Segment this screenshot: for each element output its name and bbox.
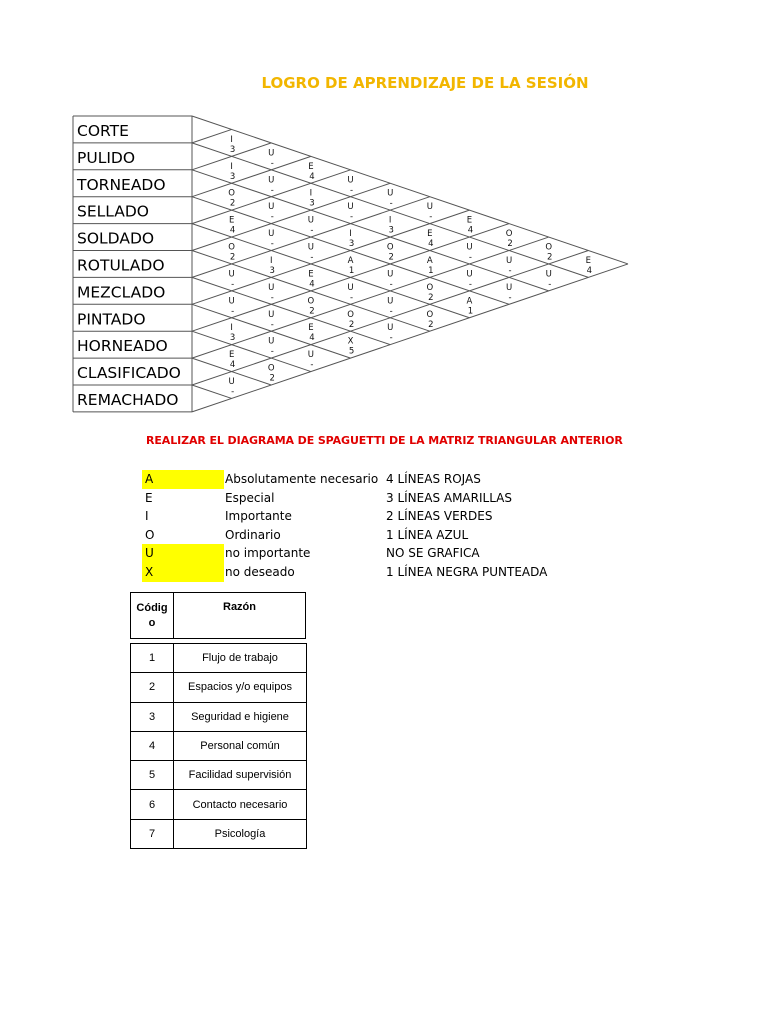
matrix-cell bbox=[229, 377, 235, 397]
cell-reason-code: 3 bbox=[229, 171, 236, 182]
cell-relation-code: E bbox=[308, 161, 314, 172]
cell-reason-code: 3 bbox=[309, 198, 315, 209]
code-cell: 4 bbox=[131, 731, 174, 760]
matrix-cell bbox=[387, 296, 393, 316]
cell-relation-code: O bbox=[267, 363, 275, 374]
activity-label: SELLADO bbox=[77, 202, 149, 221]
legend-code: X bbox=[142, 563, 224, 582]
matrix-cell bbox=[268, 283, 274, 303]
matrix-cell bbox=[426, 283, 433, 303]
cell-reason-code: 1 bbox=[348, 265, 355, 276]
matrix-cell bbox=[268, 148, 274, 168]
cell-relation-code: I bbox=[309, 188, 313, 199]
cell-relation-code: U bbox=[268, 148, 275, 159]
cell-reason-code: 4 bbox=[229, 225, 236, 236]
code-cell: 1 bbox=[131, 644, 174, 673]
cell-reason-code: - bbox=[270, 346, 274, 357]
matrix-cell bbox=[308, 323, 314, 343]
cell-relation-code: U bbox=[347, 175, 354, 186]
table-row bbox=[131, 644, 307, 673]
cell-relation-code: U bbox=[505, 282, 513, 293]
grid-line bbox=[192, 170, 552, 291]
cell-relation-code: U bbox=[228, 296, 235, 307]
cell-relation-code: A bbox=[466, 296, 473, 307]
cell-reason-code: 2 bbox=[229, 198, 236, 209]
cell-relation-code: O bbox=[307, 296, 315, 307]
table-row bbox=[131, 673, 307, 702]
code-table-header bbox=[130, 592, 306, 639]
legend-code: O bbox=[145, 527, 155, 542]
code-cell: 7 bbox=[131, 819, 174, 848]
cell-reason-code: 4 bbox=[428, 239, 434, 250]
cell-reason-code: 2 bbox=[388, 252, 394, 263]
matrix-cell bbox=[308, 350, 314, 370]
matrix-cell bbox=[348, 337, 355, 357]
table-row bbox=[131, 702, 307, 731]
matrix-cell bbox=[427, 229, 433, 249]
cell-reason-code: 4 bbox=[229, 360, 236, 371]
matrix-cell bbox=[268, 175, 274, 195]
matrix-cell bbox=[506, 283, 512, 303]
grid-line bbox=[192, 116, 628, 264]
cell-relation-code: O bbox=[426, 309, 434, 320]
cell-reason-code: - bbox=[508, 292, 512, 303]
cell-reason-code: - bbox=[231, 387, 235, 397]
cell-reason-code: 2 bbox=[348, 319, 355, 330]
matrix-cell bbox=[230, 323, 235, 343]
grid-line bbox=[192, 129, 232, 142]
matrix-cell bbox=[387, 189, 393, 209]
instruction-text: REALIZAR EL DIAGRAMA DE SPAGUETTI DE LA MATRIZ TRIANGULAR ANTERIOR bbox=[146, 434, 623, 447]
grid-line bbox=[192, 156, 314, 196]
cell-relation-code: O bbox=[545, 242, 553, 253]
matrix-cell bbox=[427, 202, 433, 222]
legend-code: E bbox=[145, 490, 153, 505]
code-cell: 5 bbox=[131, 761, 174, 790]
reason-cell: Psicología bbox=[174, 819, 307, 848]
matrix-cell bbox=[466, 243, 472, 263]
cell-relation-code: O bbox=[386, 242, 394, 253]
cell-relation-code: O bbox=[228, 242, 235, 253]
reason-cell: Contacto necesario bbox=[174, 790, 307, 819]
matrix-cell bbox=[347, 283, 353, 303]
cell-reason-code: - bbox=[231, 306, 235, 317]
cell-relation-code: U bbox=[307, 350, 315, 361]
cell-reason-code: - bbox=[270, 319, 274, 330]
cell-relation-code: U bbox=[268, 309, 275, 320]
table-row bbox=[131, 790, 307, 819]
legend-lines: 2 LÍNEAS VERDES bbox=[386, 509, 493, 524]
code-table bbox=[130, 643, 307, 849]
matrix-cell bbox=[545, 243, 552, 263]
matrix-cell bbox=[349, 229, 354, 249]
grid-line bbox=[192, 385, 235, 398]
activity-label: ROTULADO bbox=[77, 256, 165, 275]
legend-lines: 3 LÍNEAS AMARILLAS bbox=[386, 490, 512, 505]
cell-reason-code: 2 bbox=[428, 292, 434, 303]
cell-relation-code: O bbox=[228, 188, 235, 199]
legend-lines: 1 LÍNEA NEGRA PUNTEADA bbox=[386, 564, 548, 579]
matrix-cell bbox=[270, 256, 275, 276]
cell-reason-code: 1 bbox=[467, 306, 474, 317]
cell-relation-code: O bbox=[426, 282, 434, 293]
activity-label: SOLDADO bbox=[77, 229, 155, 248]
code-cell: 2 bbox=[131, 673, 174, 702]
matrix-cell bbox=[546, 269, 552, 289]
legend-description: no importante bbox=[225, 546, 311, 561]
cell-relation-code: U bbox=[347, 202, 354, 213]
cell-relation-code: O bbox=[347, 309, 354, 320]
reason-column-header: Razón bbox=[223, 601, 256, 613]
cell-reason-code: 4 bbox=[467, 225, 474, 236]
table-row bbox=[131, 761, 307, 790]
matrix-cell bbox=[308, 269, 314, 289]
cell-relation-code: U bbox=[505, 255, 513, 266]
cell-relation-code: E bbox=[427, 229, 433, 240]
matrix-cell bbox=[308, 162, 314, 182]
cell-relation-code: U bbox=[307, 242, 315, 253]
cell-reason-code: 3 bbox=[348, 239, 355, 250]
cell-relation-code: E bbox=[308, 269, 314, 280]
matrix-cell bbox=[426, 310, 433, 330]
cell-reason-code: - bbox=[548, 279, 552, 290]
cell-relation-code: U bbox=[228, 269, 235, 280]
legend-lines: 1 LÍNEA AZUL bbox=[386, 527, 469, 542]
cell-reason-code: - bbox=[429, 212, 433, 223]
cell-reason-code: - bbox=[310, 252, 314, 263]
cell-reason-code: - bbox=[350, 212, 354, 223]
matrix-cell bbox=[228, 189, 235, 209]
grid-line bbox=[192, 277, 390, 344]
page-title: LOGRO DE APRENDIZAJE DE LA SESIÓN bbox=[261, 74, 589, 92]
matrix-cell bbox=[387, 269, 393, 289]
matrix-cell bbox=[427, 256, 434, 276]
relationship-matrix bbox=[0, 0, 768, 430]
matrix-cell bbox=[229, 269, 235, 289]
legend-lines: 4 LÍNEAS ROJAS bbox=[386, 472, 481, 486]
matrix-cell bbox=[268, 364, 275, 384]
matrix-cell bbox=[308, 243, 314, 263]
legend-description: no deseado bbox=[225, 564, 295, 579]
cell-relation-code: I bbox=[349, 229, 352, 240]
activity-label: PULIDO bbox=[77, 148, 136, 167]
legend-description: Absolutamente necesario bbox=[225, 472, 379, 486]
cell-reason-code: - bbox=[350, 185, 354, 196]
cell-relation-code: A bbox=[426, 255, 433, 266]
legend-code: A bbox=[142, 470, 224, 489]
cell-relation-code: U bbox=[387, 323, 394, 334]
cell-reason-code: - bbox=[468, 279, 472, 290]
activity-label: REMACHADO bbox=[77, 391, 179, 409]
cell-reason-code: - bbox=[270, 239, 274, 250]
cell-reason-code: 2 bbox=[229, 252, 236, 263]
cell-relation-code: U bbox=[347, 282, 354, 293]
activity-label: CORTE bbox=[77, 122, 129, 140]
matrix-cell bbox=[268, 229, 274, 249]
cell-relation-code: U bbox=[426, 202, 433, 213]
cell-relation-code: U bbox=[545, 269, 552, 280]
cell-relation-code: U bbox=[268, 175, 275, 186]
grid-line bbox=[192, 264, 628, 412]
cell-reason-code: - bbox=[270, 292, 274, 303]
grid-line bbox=[192, 183, 390, 250]
cell-reason-code: 2 bbox=[547, 252, 553, 263]
matrix-cell bbox=[347, 175, 353, 195]
cell-relation-code: U bbox=[268, 282, 275, 293]
legend-description: Especial bbox=[225, 490, 275, 505]
cell-relation-code: E bbox=[466, 215, 473, 226]
cell-reason-code: 2 bbox=[309, 306, 315, 317]
matrix-cell bbox=[230, 135, 235, 155]
table-row bbox=[131, 819, 307, 848]
cell-reason-code: - bbox=[270, 185, 274, 196]
cell-reason-code: 2 bbox=[428, 319, 434, 330]
cell-reason-code: - bbox=[508, 265, 512, 276]
cell-relation-code: U bbox=[387, 188, 394, 199]
cell-relation-code: I bbox=[230, 323, 233, 334]
activity-label: CLASIFICADO bbox=[77, 364, 181, 383]
cell-relation-code: X bbox=[347, 336, 354, 347]
cell-reason-code: 4 bbox=[586, 265, 593, 276]
cell-reason-code: - bbox=[310, 360, 314, 371]
cell-reason-code: - bbox=[389, 306, 393, 317]
cell-reason-code: - bbox=[389, 198, 393, 209]
cell-relation-code: U bbox=[387, 296, 394, 307]
matrix-cell bbox=[348, 256, 355, 276]
reason-cell: Personal común bbox=[174, 731, 307, 760]
cell-reason-code: 2 bbox=[269, 373, 275, 384]
cell-relation-code: U bbox=[268, 202, 275, 213]
code-cell: 6 bbox=[131, 790, 174, 819]
cell-relation-code: I bbox=[270, 255, 273, 266]
matrix-cell bbox=[268, 337, 274, 357]
cell-relation-code: I bbox=[230, 134, 233, 145]
activity-label: PINTADO bbox=[77, 310, 146, 329]
matrix-cell bbox=[347, 310, 354, 330]
matrix-cell bbox=[467, 296, 474, 316]
cell-reason-code: 3 bbox=[229, 144, 236, 155]
reason-cell: Seguridad e higiene bbox=[174, 702, 307, 731]
cell-relation-code: A bbox=[347, 255, 354, 266]
cell-relation-code: E bbox=[228, 350, 235, 361]
activity-label: TORNEADO bbox=[77, 175, 166, 194]
matrix-cell bbox=[229, 296, 235, 316]
matrix-cell bbox=[229, 216, 235, 236]
matrix-cell bbox=[229, 350, 235, 370]
cell-reason-code: 2 bbox=[507, 239, 513, 250]
cell-reason-code: - bbox=[389, 333, 393, 344]
reason-cell: Flujo de trabajo bbox=[174, 644, 307, 673]
cell-reason-code: 4 bbox=[309, 333, 315, 344]
matrix-cell bbox=[387, 243, 394, 263]
matrix-cell bbox=[467, 216, 473, 236]
matrix-cell bbox=[466, 269, 472, 289]
cell-relation-code: U bbox=[466, 242, 473, 253]
matrix-cell bbox=[268, 310, 274, 330]
matrix-cell bbox=[308, 296, 315, 316]
cell-relation-code: E bbox=[228, 215, 235, 226]
cell-reason-code: - bbox=[270, 158, 274, 169]
cell-reason-code: 3 bbox=[388, 225, 394, 236]
cell-relation-code: E bbox=[308, 323, 314, 334]
matrix-cell bbox=[309, 189, 314, 209]
matrix-cell bbox=[388, 216, 393, 236]
matrix-cell bbox=[228, 243, 235, 263]
grid-line bbox=[192, 331, 314, 371]
cell-reason-code: - bbox=[468, 252, 472, 263]
legend-description: Ordinario bbox=[225, 527, 281, 542]
code-column-header: Códig o bbox=[131, 593, 174, 638]
cell-reason-code: 4 bbox=[309, 279, 315, 290]
cell-reason-code: - bbox=[350, 292, 354, 303]
matrix-cell bbox=[586, 256, 592, 276]
grid-line bbox=[192, 237, 552, 361]
cell-relation-code: E bbox=[585, 255, 592, 266]
cell-relation-code: U bbox=[387, 269, 394, 280]
legend-lines: NO SE GRAFICA bbox=[386, 546, 480, 561]
cell-reason-code: - bbox=[310, 225, 314, 236]
cell-reason-code: 1 bbox=[428, 265, 434, 276]
cell-reason-code: - bbox=[270, 212, 274, 223]
cell-reason-code: 3 bbox=[269, 265, 275, 276]
cell-reason-code: - bbox=[389, 279, 393, 290]
legend-description: Importante bbox=[225, 509, 292, 524]
matrix-activity-labels bbox=[76, 122, 181, 409]
matrix-cell bbox=[230, 162, 235, 182]
cell-reason-code: - bbox=[231, 279, 235, 290]
reason-cell: Espacios y/o equipos bbox=[174, 673, 307, 702]
cell-reason-code: 3 bbox=[229, 333, 236, 344]
matrix-cell bbox=[506, 256, 512, 276]
legend-code: I bbox=[145, 509, 149, 524]
cell-relation-code: O bbox=[505, 229, 513, 240]
activity-label: HORNEADO bbox=[77, 337, 168, 356]
cell-relation-code: I bbox=[230, 161, 233, 172]
cell-relation-code: U bbox=[268, 229, 275, 240]
code-cell: 3 bbox=[131, 702, 174, 731]
activity-label: MEZCLADO bbox=[77, 283, 166, 302]
cell-reason-code: 4 bbox=[309, 171, 315, 182]
matrix-cell bbox=[506, 229, 513, 249]
matrix-cell bbox=[268, 202, 274, 222]
matrix-cell bbox=[387, 323, 393, 343]
cell-reason-code: 5 bbox=[348, 346, 355, 357]
legend-code: U bbox=[142, 544, 224, 563]
cell-relation-code: U bbox=[268, 336, 275, 347]
reason-cell: Facilidad supervisión bbox=[174, 761, 307, 790]
table-row bbox=[131, 731, 307, 760]
matrix-cell bbox=[347, 202, 353, 222]
cell-relation-code: U bbox=[228, 377, 235, 387]
matrix-cell bbox=[308, 216, 314, 236]
cell-relation-code: U bbox=[466, 269, 473, 280]
cell-relation-code: I bbox=[388, 215, 392, 226]
cell-relation-code: U bbox=[307, 215, 315, 226]
